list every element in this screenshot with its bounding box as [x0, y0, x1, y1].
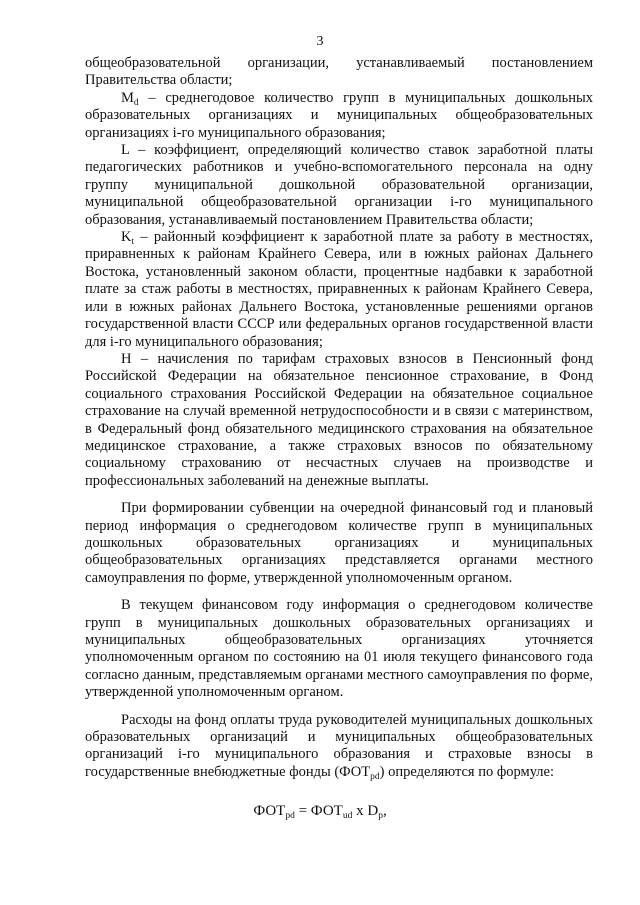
document-body [85, 55, 593, 781]
text-segment: При формировании субвенции на очередной финансовый год и плановый период информация о среднегодовом количестве групп в муниципальных дошкольных образовательных организациях и муниципальных общеобразовательных организациях представляется органами местного самоуправления по форме, утвержденной уполномоченным органом. [85, 500, 593, 586]
text-segment: ) определяются по формуле: [379, 763, 555, 780]
paragraph-current-year-info [85, 597, 593, 701]
text-segment: общеобразовательной организации, устанавливаемый постановлением Правительства области; [85, 55, 593, 89]
paragraph-kt-definition [85, 229, 593, 351]
subscript: p [378, 811, 383, 821]
page-number: 3 [316, 34, 324, 49]
text-segment: K [121, 229, 132, 246]
subscript: pd [370, 771, 380, 782]
text-segment: x D [352, 803, 379, 819]
text-segment: , [382, 803, 387, 819]
subscript: pd [285, 811, 295, 821]
subscript: t [131, 237, 135, 248]
text-segment: Н – начисления по тарифам страховых взносов в Пенсионный фонд Российской Федерации на обязательное пенсионное страхование, в Фонд социального страхования Российской Федерации на обязательное социальное страхование на случай временной нетрудоспособности и в связи с материнством, в Федеральный фонд обязательного медицинского страхования на обязательное медицинское страхование, а также страховых взносов по обязательному социальному страхованию от несчастных случаев на производстве и профессиональных заболеваний на денежные выплаты. [85, 350, 593, 489]
paragraph-md-definition [85, 90, 593, 142]
paragraph-fot-expenses [85, 712, 593, 782]
text-segment: – среднегодовое количество групп в муниципальных дошкольных образовательных организациях и муниципальных общеобразовательных организациях i-го муниципального образования; [85, 89, 593, 141]
text-segment: L – коэффициент, определяющий количество ставок заработной платы педагогических работников и учебно-вспомогательного персонала на одну группу муниципальной дошкольной образовательной организации, муниципальной общеобразовательной организации i-го муниципального образования, устанавливаемый постановлением Правительства области; [85, 142, 593, 228]
paragraph-h-definition [85, 351, 593, 490]
text-segment: – районный коэффициент к заработной плате за работу в местностях, приравненных к районам Крайнего Севера, или в южных районах Дальнего Востока, установленный законом области, процентные надбавки к заработной плате за стаж работы в местностях, приравненных к районам Крайнего Севера, или в южных районах Дальнего Востока, установленные решениями органов государственной власти СССР или федеральных органов государственной власти для i-го муниципального образования; [85, 229, 593, 350]
text-segment: ФОТ [253, 803, 286, 819]
paragraph-l-definition [85, 142, 593, 229]
text-segment: Расходы на фонд оплаты труда руководителей муниципальных дошкольных образовательных организаций и муниципальных общеобразовательных организаций i-го муниципального образования и страховые взносы в государственные внебюджетные фонды (ФОТ [85, 711, 593, 780]
text-segment: В текущем финансовом году информация о среднегодовом количестве групп в муниципальных дошкольных образовательных организациях и муниципальных общеобразовательных организациях уточняется уполномоченным органом по состоянию на 01 июля текущего финансового года согласно данным, представляемым органами местного самоуправления по форме, утвержденной уполномоченным органом. [85, 597, 593, 701]
subscript: ud [342, 811, 353, 821]
text-segment: = ФОТ [294, 803, 343, 819]
formula-fot-pd [0, 803, 640, 820]
subscript: d [133, 97, 139, 108]
paragraph-subvention-planning [85, 500, 593, 587]
text-segment: M [121, 89, 134, 106]
paragraph-continuation [85, 55, 593, 90]
